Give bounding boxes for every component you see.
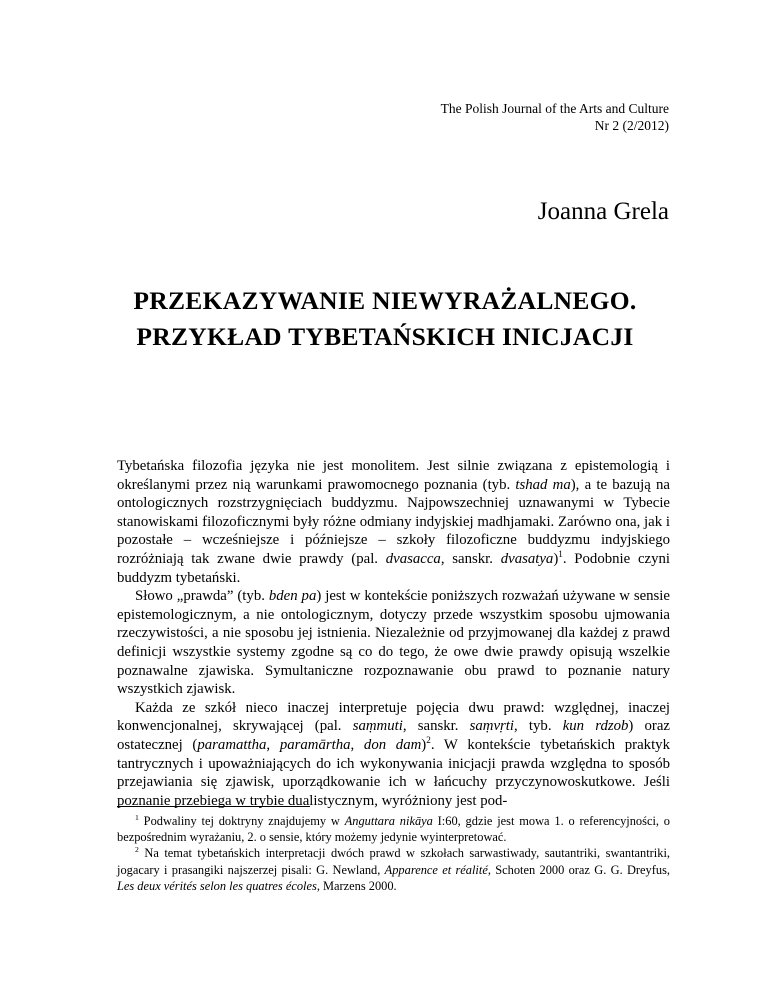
text-span: I:60, gdzie jest mowa 1. o referencyjności, o bezpośrednim wyrażaniu, 2. o sensie, który możemy jedynie wyinterpretować. [117,814,671,845]
italic-term: bden pa [268,588,317,605]
italic-term: paramattha [197,736,267,753]
text-span: Podwaliny tej doktryny znajdujemy w [138,814,345,828]
journal-header [441,100,669,134]
footnote-number: 2 [135,845,139,855]
article-title [100,283,670,355]
footnotes [117,813,670,894]
italic-term: kun rdzob [562,718,629,735]
title-line-1: PRZEKAZYWANIE NIEWYRAŻALNEGO. [133,286,637,315]
italic-term: Anguttara nikāya [344,814,433,828]
italic-term: saṃvṛti [469,718,515,735]
text-span: ) jest w kontekście poniższych rozważań używane w sensie epistemologicznym, a nie ontologicznym, dotyczy przede wszystkim sposobu ujmowania rzeczywistości, a nie sposobu jej istnienia. Niezależnie od przyjmowanej dla każdej z prawd definicji wszystkie systemy zgodne są co do tego, że owe dwie prawdy opisują wszelkie poznawalne zjawiska. Symultaniczne rozpoznawanie obu prawd to poznanie natury wszystkich zjawisk. [117,588,670,698]
italic-term: dvasatya [500,550,554,567]
text-span: , Schoten 2000 oraz G. G. Dreyfus, [487,862,670,877]
footnote-separator [117,806,310,807]
italic-term: paramārtha [279,736,351,753]
italic-term: saṃmuti [352,718,403,735]
article-body [117,457,670,810]
footnote-ref-2[interactable]: 2 [426,734,431,745]
title-line-2: PRZYKŁAD TYBETAŃSKICH INICJACJI [136,322,634,351]
text-span: Każda ze szkół nieco inaczej interpretuje pojęcia dwu prawd: względnej, inaczej konwencjonalnej, skrywającej (pal. [117,699,670,735]
journal-issue: Nr 2 (2/2012) [594,118,669,133]
paragraph-2 [117,587,670,699]
footnote-number: 1 [135,812,139,822]
text-span: . Podobnie czyni buddyzm tybetański. [117,550,671,586]
footnote-ref-1[interactable]: 1 [558,549,563,560]
author-name: Joanna Grela [537,198,669,225]
text-span: Słowo „prawda” (tyb. [135,588,269,605]
italic-term: dvasacca [385,550,441,567]
text-span: Na temat tybetańskich interpretacji dwóch prawd w szkołach sarwastiwady, sautantriki, swantantriki, jogacary i prasangiki najszerzej pisali: G. Newland, [117,846,670,877]
text-span: , tyb. [514,718,563,735]
italic-term: don dam [363,736,422,753]
italic-term: tshad ma [515,476,571,493]
footnote-1 [117,813,670,845]
text-span: . W kontekście tybetańskich praktyk tantrycznych i upoważniających do ich wykonywania inicjacji prawda względna to sposób przejawiania się zjawisk, uporządkowanie ich w łańcuchy przyczynowoskutkowe. Jeśli poznanie przebiega w trybie dualistycznym, wyróżniony jest pod- [117,736,670,809]
text-span: Tybetańska filozofia języka nie jest monolitem. Jest silnie związana z epistemologią i określanymi przez nią warunkami prawomocnego poznania (tyb. [117,458,670,493]
text-span: , [350,736,364,753]
text-span: , sanskr. [440,550,501,567]
text-span: ), a te bazują na ontologicznych rozstrzygnięciach buddyzmu. Najpowszechniej uznawanymi w Tybecie stanowiskami filozoficznymi były różne odmiany indyjskiej madhjamaki. Zarówno ona, jak i pozostałe – wcześniejsze i późniejsze – szkoły filozoficzne buddyzmu indyjskiego rozróżniają tak zwane dwie prawdy (pal. [117,476,671,567]
italic-term: Apparence et réalité [384,862,488,877]
footnote-2 [117,845,670,894]
text-span: ) [553,550,559,567]
text-span: ) oraz ostatecznej ( [117,718,670,753]
paragraph-1 [117,457,670,587]
paragraph-3 [117,699,670,811]
text-span: , Marzens 2000. [316,878,397,893]
text-span: , sanskr. [402,718,470,735]
italic-term: Les deux vérités selon les quatres écoles [117,878,317,893]
text-span: ) [421,736,427,753]
text-span: , [266,736,280,753]
journal-name: The Polish Journal of the Arts and Culture [440,101,669,116]
